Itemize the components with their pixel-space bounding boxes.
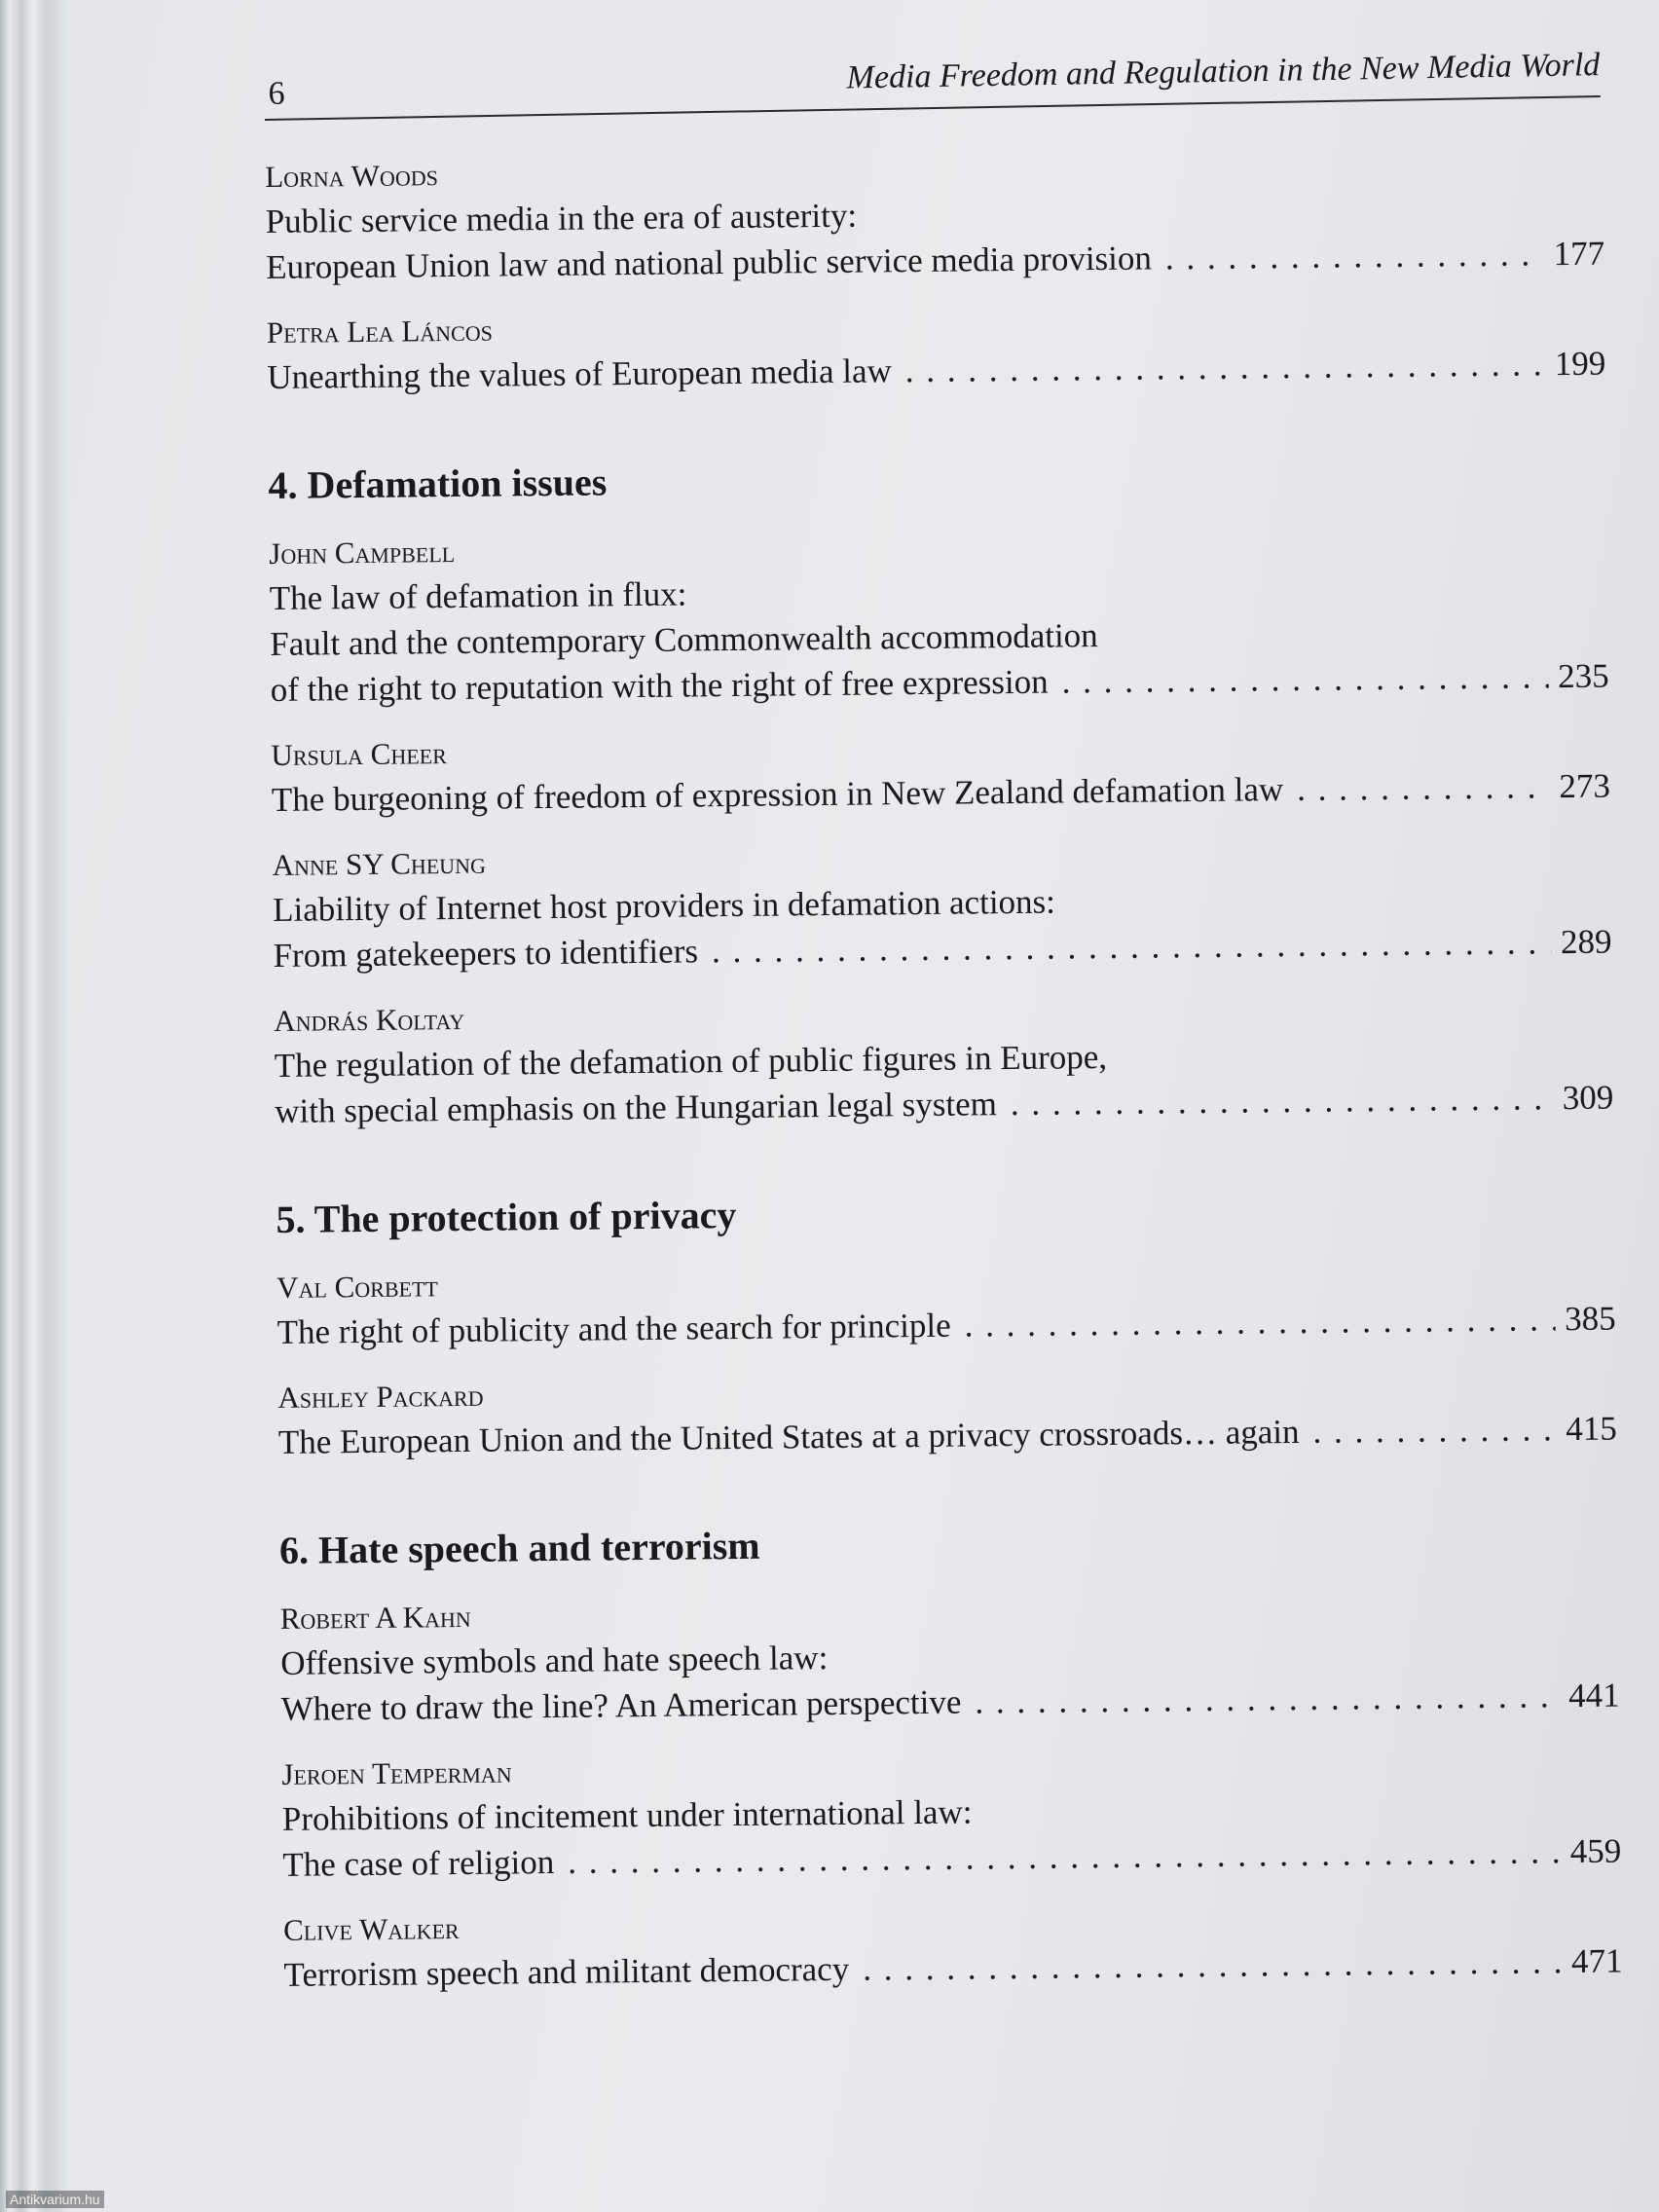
entry-author: Ursula Cheer (271, 736, 448, 772)
entry-title-text: Unearthing the values of European media law (267, 351, 892, 396)
dot-leader (568, 1828, 1561, 1885)
entry-title-text: Where to draw the line? An American perspective (280, 1682, 962, 1728)
entry-page-number: 415 (1566, 1409, 1617, 1449)
entry-title-text: The burgeoning of freedom of expression in New Zealand defamation law (271, 770, 1284, 819)
entry-title-line: Prohibitions of incitement under international law: (281, 1792, 973, 1838)
section-heading: 4. Defamation issues (268, 460, 608, 507)
toc-entry (281, 1740, 1621, 1888)
toc-entry (280, 1584, 1620, 1732)
entry-title-text: Terrorism speech and militant democracy (283, 1949, 850, 1994)
dot-leader (1312, 1406, 1556, 1455)
toc-entry (271, 720, 1610, 823)
entry-title-text: From gatekeepers to identifiers (273, 932, 699, 975)
running-title: Media Freedom and Regulation in the New Media World (846, 47, 1601, 96)
entry-author: Lorna Woods (265, 158, 439, 194)
book-page-edges (0, 0, 68, 2212)
entry-page-number: 471 (1570, 1941, 1623, 1981)
toc-entry (276, 1253, 1616, 1355)
entry-page-number: 199 (1554, 344, 1606, 384)
entry-author: Clive Walker (282, 1911, 460, 1947)
dot-leader (905, 341, 1546, 393)
toc-entry (274, 986, 1613, 1134)
table-of-contents (265, 142, 1623, 2019)
dot-leader (964, 1296, 1555, 1347)
entry-author: Robert A Kahn (279, 1599, 471, 1636)
entry-page-number: 441 (1567, 1676, 1620, 1715)
entry-title-text: with special emphasis on the Hungarian legal system (275, 1085, 998, 1130)
entry-page-number: 289 (1560, 922, 1612, 962)
section-heading: 6. Hate speech and terrorism (278, 1523, 760, 1572)
entry-title-text: The European Union and the United States at a privacy crossroads… again (277, 1412, 1300, 1461)
toc-entry (272, 830, 1611, 978)
entry-author: John Campbell (269, 534, 456, 571)
entry-author: Anne SY Cheung (272, 845, 487, 882)
page-number: 6 (268, 75, 285, 112)
entry-title-line: The regulation of the defamation of public figures in Europe, (274, 1037, 1108, 1085)
entry-author: Petra Lea Láncos (266, 313, 494, 350)
entry-page-number: 177 (1553, 234, 1605, 274)
entry-author: Val Corbett (276, 1269, 439, 1305)
entry-title-line: Public service media in the era of austerity: (265, 196, 858, 240)
dot-leader (1061, 653, 1548, 704)
dot-leader (1165, 231, 1544, 280)
entry-title-line: Liability of Internet host providers in defamation actions: (272, 882, 1056, 929)
dot-leader (712, 919, 1552, 974)
dot-leader (863, 1938, 1562, 1992)
toc-entry (265, 142, 1604, 290)
entry-author: András Koltay (274, 1001, 465, 1038)
entry-title-line: The law of defamation in flux: (269, 574, 687, 617)
entry-page-number: 235 (1557, 656, 1609, 696)
entry-author: Ashley Packard (277, 1378, 484, 1415)
entry-title-text: The right of publicity and the search for principle (276, 1306, 951, 1351)
toc-entry (269, 519, 1609, 713)
entry-title-text: The case of religion (282, 1842, 555, 1884)
entry-title-text: European Union law and national public service media provision (265, 239, 1153, 286)
toc-entry (283, 1896, 1623, 1998)
entry-page-number: 309 (1562, 1078, 1614, 1118)
entry-title-line: Fault and the contemporary Commonwealth accommodation (270, 616, 1098, 663)
dot-leader (1297, 763, 1550, 812)
section-heading: 5. The protection of privacy (276, 1192, 737, 1241)
entry-title-text: of the right to reputation with the right of free expression (270, 662, 1049, 709)
entry-page-number: 385 (1564, 1299, 1616, 1339)
dot-leader (1011, 1075, 1553, 1126)
entry-page-number: 273 (1559, 766, 1611, 806)
entry-author: Jeroen Temperman (281, 1754, 512, 1791)
toc-entry (267, 298, 1606, 400)
dot-leader (975, 1673, 1559, 1724)
entry-title-line: Offensive symbols and hate speech law: (280, 1639, 829, 1682)
entry-page-number: 459 (1569, 1831, 1622, 1871)
watermark: Antikvarium.hu (6, 2191, 104, 2208)
toc-entry (277, 1363, 1617, 1465)
